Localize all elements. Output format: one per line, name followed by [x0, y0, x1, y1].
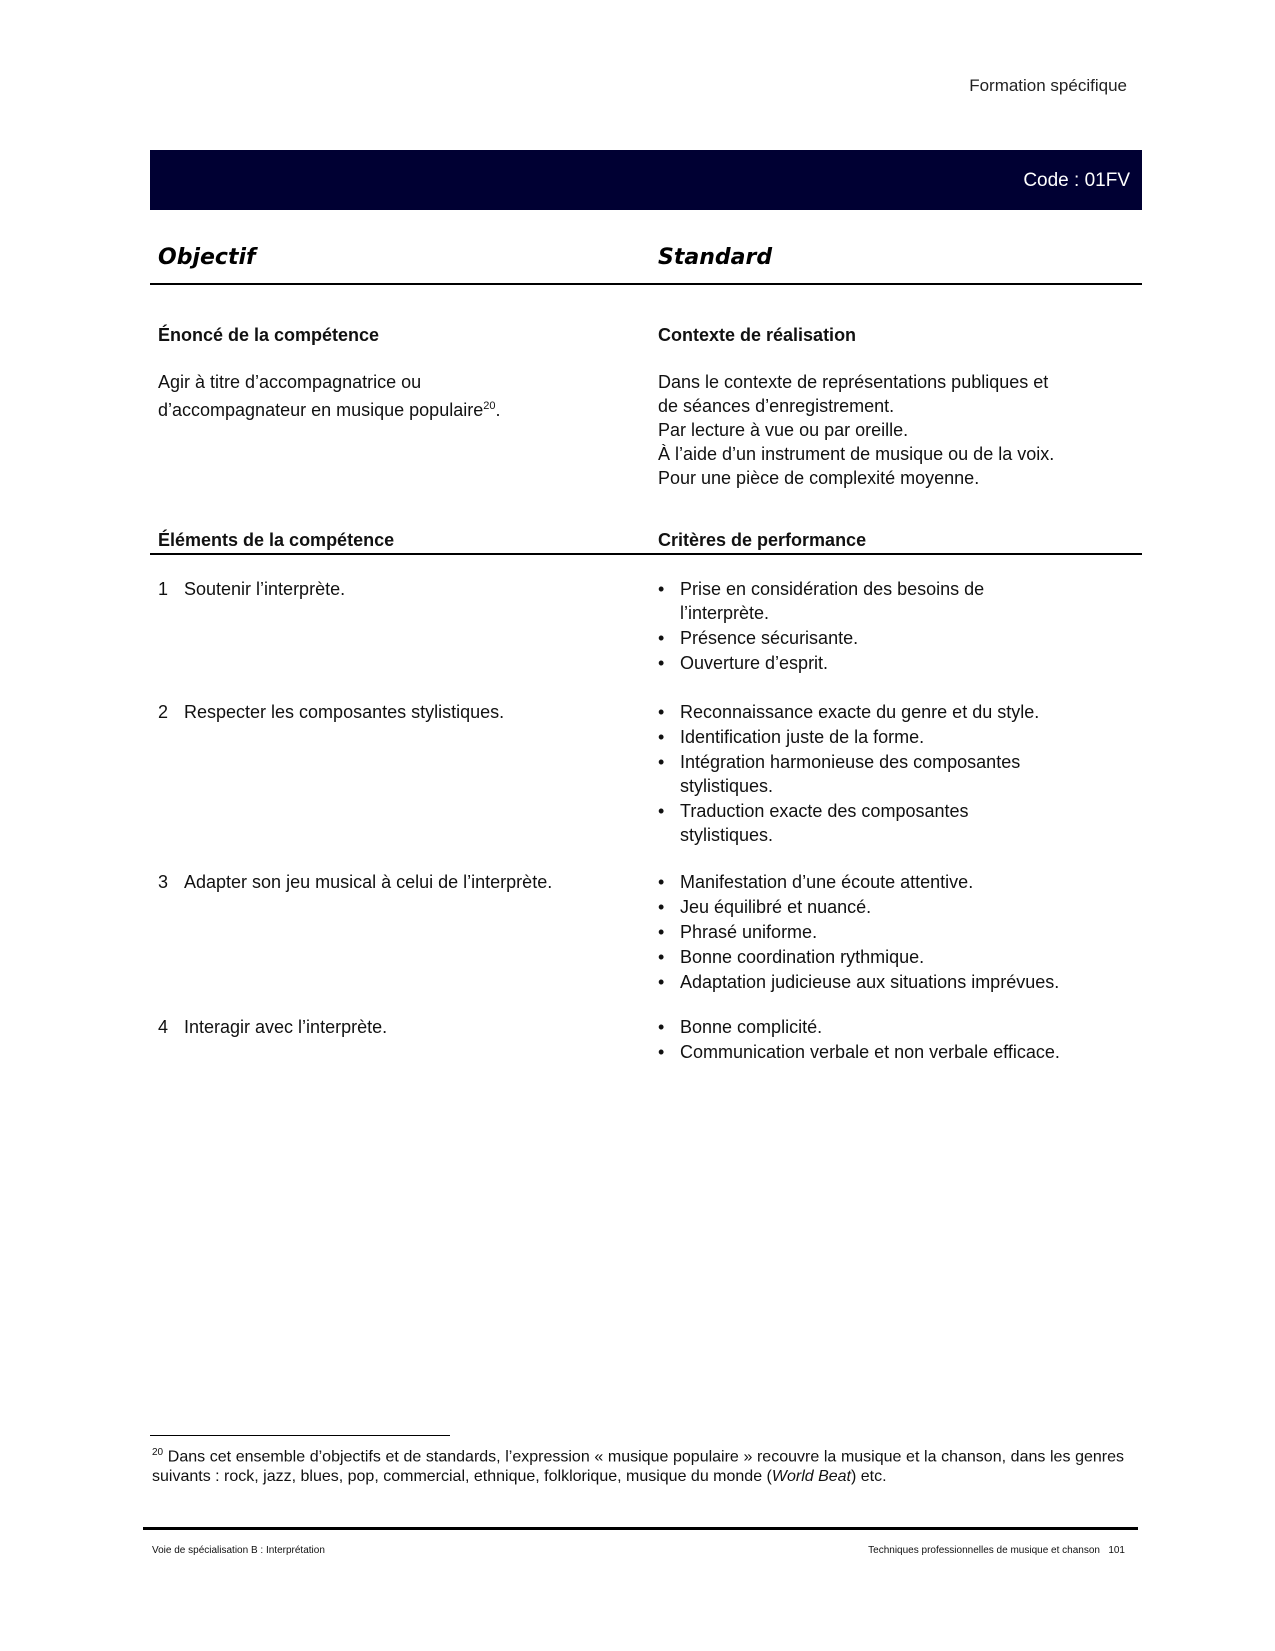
element-item: 1 Soutenir l’interprète. [158, 579, 346, 599]
criterion: • Prise en considération des besoins de l’interprète. [658, 577, 1028, 625]
elements-title: Éléments de la compétence [158, 530, 395, 550]
code-label: Code : 01FV [1023, 170, 1130, 191]
criterion: • Jeu équilibré et nuancé. [658, 895, 1128, 919]
criteria-list [658, 700, 1078, 848]
competence-line-2: d’accompagnateur en musique populaire$^{20}$. [158, 400, 501, 420]
footnote-italic: World Beat [771, 1468, 851, 1486]
criterion: • Identification juste de la forme. [658, 725, 1078, 749]
criterion: • Traduction exacte des composantes stylistiques. [658, 799, 1020, 847]
running-head: Formation spécifique [969, 76, 1127, 95]
criteria-list [658, 577, 1028, 676]
context-line: de séances d’enregistrement. [658, 396, 895, 416]
criterion: • Communication verbale et non verbale efficace. [658, 1040, 1128, 1064]
footer-right: Techniques professionnelles de musique et chanson 101 [868, 1545, 1125, 1556]
element-item: 4 Interagir avec l’interprète. [158, 1017, 388, 1037]
competence-text [158, 370, 628, 422]
criteria-title: Critères de performance [658, 530, 867, 550]
footnote: $^{20}$ Dans cet ensemble d’objectifs et de standards, l’expression « musique populaire » recouvre la musique et la chanson, dans les genres suivants : rock, jazz, blues, pop, commercial, ethnique, folklorique, musique du monde (World Beat) etc. [152, 1447, 1125, 1486]
footnote-number: 20 [152, 1447, 164, 1458]
criterion: • Bonne complicité. [658, 1015, 1128, 1039]
title-rule [150, 283, 1142, 285]
context-title: Contexte de réalisation [658, 325, 857, 345]
competence-title: Énoncé de la compétence [158, 325, 380, 345]
criterion: • Manifestation d’une écoute attentive. [658, 870, 1128, 894]
footer-left: Voie de spécialisation B : Interprétation [152, 1545, 325, 1556]
element-item: 3 Adapter son jeu musical à celui de l’interprète. [158, 872, 553, 892]
standard-title: Standard [658, 245, 773, 270]
criteria-list [658, 870, 1128, 995]
context-line: À l’aide d’un instrument de musique ou de la voix. [658, 444, 1055, 464]
criterion: • Reconnaissance exacte du genre et du style. [658, 700, 1078, 724]
context-text [658, 370, 1128, 490]
footnote-rule [150, 1435, 450, 1436]
criterion: • Phrasé uniforme. [658, 920, 1128, 944]
criterion: • Ouverture d’esprit. [658, 651, 1028, 675]
footnote-ref: 20 [483, 400, 496, 412]
code-bar [150, 150, 1142, 210]
context-line: Pour une pièce de complexité moyenne. [658, 468, 980, 488]
criteria-list [658, 1015, 1128, 1065]
criterion: • Intégration harmonieuse des composantes stylistiques. [658, 750, 1060, 798]
page-number: 101 [1108, 1545, 1125, 1556]
competence-line-1: Agir à titre d’accompagnatrice ou [158, 372, 422, 392]
objective-title: Objectif [158, 245, 256, 270]
context-line: Dans le contexte de représentations publiques et [658, 372, 1049, 392]
elements-rule [150, 553, 1142, 555]
footer-rule [143, 1527, 1138, 1530]
element-item: 2 Respecter les composantes stylistiques. [158, 702, 505, 722]
criterion: • Adaptation judicieuse aux situations imprévues. [658, 970, 1128, 994]
criterion: • Présence sécurisante. [658, 626, 1028, 650]
context-line: Par lecture à vue ou par oreille. [658, 420, 909, 440]
criterion: • Bonne coordination rythmique. [658, 945, 1128, 969]
